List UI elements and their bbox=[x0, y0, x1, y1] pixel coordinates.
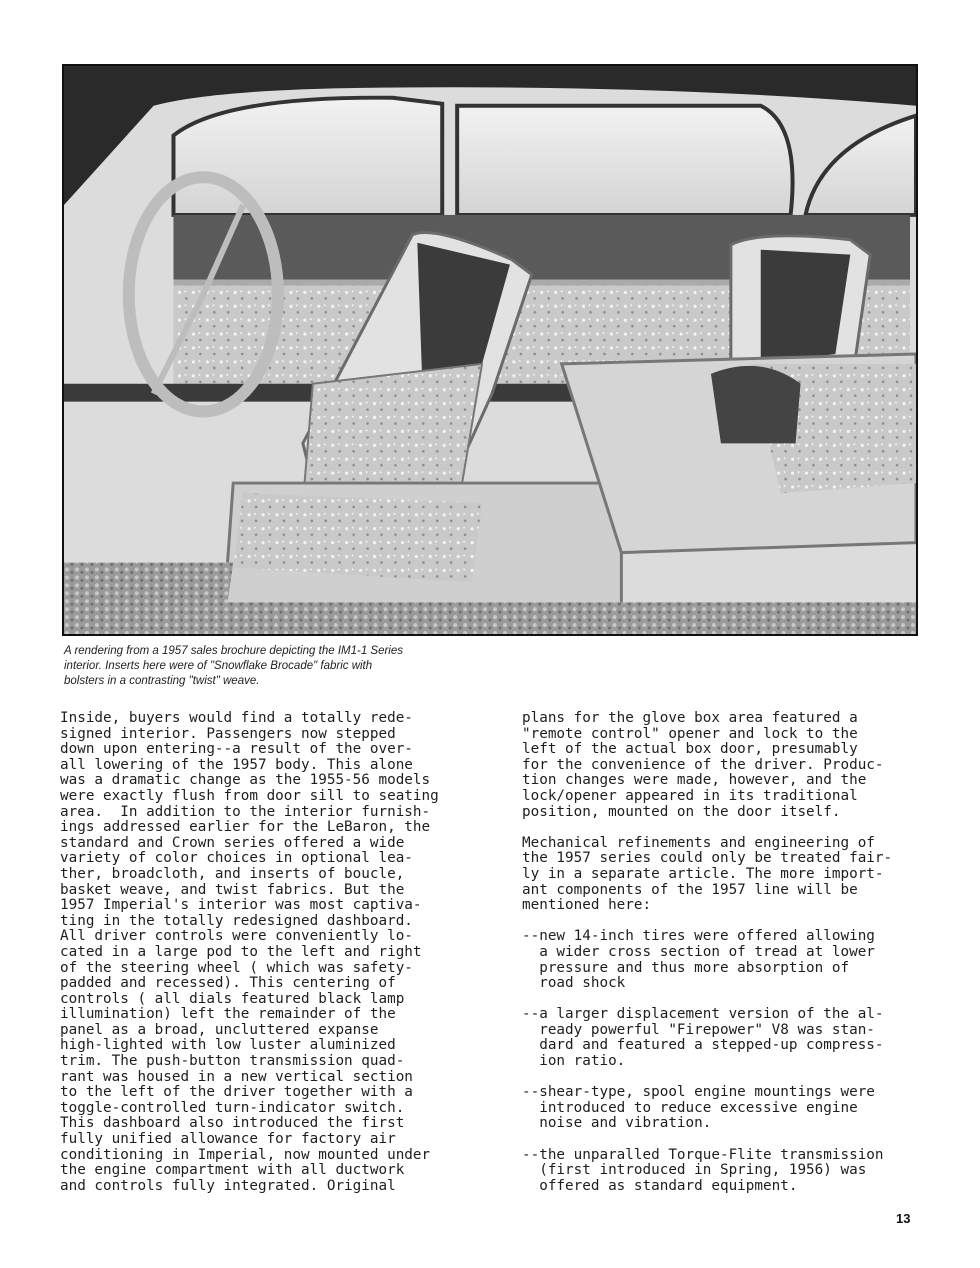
text-line: 1957 Imperial's interior was most captiva- bbox=[60, 897, 422, 914]
text-line: to the left of the driver together with a bbox=[60, 1084, 413, 1101]
text-line: of the steering wheel ( which was safety- bbox=[60, 959, 413, 976]
text-line: "remote control" opener and lock to the bbox=[522, 725, 858, 742]
mechanical-paragraph bbox=[522, 836, 922, 914]
text-line: position, mounted on the door itself. bbox=[522, 803, 841, 820]
bullet-transmission bbox=[522, 1148, 922, 1195]
text-line: --new 14-inch tires were offered allowing bbox=[522, 928, 875, 945]
caption-line: interior. Inserts here were of "Snowflake Brocade" fabric with bbox=[64, 660, 373, 672]
text-line: cated in a large pod to the left and right bbox=[60, 943, 422, 960]
text-line: --shear-type, spool engine mountings were bbox=[522, 1084, 875, 1101]
text-line: ther, broadcloth, and inserts of boucle, bbox=[60, 865, 405, 882]
text-line: area. In addition to the interior furnish- bbox=[60, 803, 431, 820]
text-line: toggle-controlled turn-indicator switch. bbox=[60, 1099, 405, 1116]
text-line: ant components of the 1957 line will be bbox=[522, 881, 858, 898]
text-line: --a larger displacement version of the al- bbox=[522, 1006, 884, 1023]
text-line: ready powerful "Firepower" V8 was stan- bbox=[522, 1021, 875, 1038]
text-line: down upon entering--a result of the over- bbox=[60, 741, 413, 758]
text-line: panel as a broad, uncluttered expanse bbox=[60, 1021, 379, 1038]
text-line: rant was housed in a new vertical section bbox=[60, 1068, 413, 1085]
text-line: for the convenience of the driver. Produc- bbox=[522, 756, 884, 773]
text-line: pressure and thus more absorption of bbox=[522, 959, 850, 976]
page-number: 13 bbox=[896, 1211, 911, 1226]
text-line: Inside, buyers would find a totally rede- bbox=[60, 710, 413, 726]
bullet-tires bbox=[522, 929, 922, 991]
text-line: were exactly flush from door sill to seating bbox=[60, 787, 439, 804]
text-line: variety of color choices in optional lea- bbox=[60, 850, 413, 867]
text-line: noise and vibration. bbox=[522, 1115, 712, 1132]
text-line: controls ( all dials featured black lamp bbox=[60, 990, 405, 1007]
text-line: trim. The push-button transmission quad- bbox=[60, 1053, 405, 1070]
text-line: basket weave, and twist fabrics. But the bbox=[60, 881, 405, 898]
right-text-column bbox=[522, 711, 922, 1210]
text-line: ly in a separate article. The more import- bbox=[522, 865, 884, 882]
text-line: mentioned here: bbox=[522, 897, 652, 914]
bullet-mountings bbox=[522, 1085, 922, 1132]
figure-caption bbox=[64, 644, 484, 689]
text-line: plans for the glove box area featured a bbox=[522, 710, 858, 726]
text-line: a wider cross section of tread at lower bbox=[522, 943, 875, 960]
text-line: conditioning in Imperial, now mounted under bbox=[60, 1146, 431, 1163]
caption-line: bolsters in a contrasting "twist" weave. bbox=[64, 675, 260, 687]
text-line: ting in the totally redesigned dashboard. bbox=[60, 912, 413, 929]
text-line: tion changes were made, however, and the bbox=[522, 772, 867, 789]
text-line: road shock bbox=[522, 975, 626, 992]
text-line: lock/opener appeared in its traditional bbox=[522, 787, 858, 804]
bullet-engine bbox=[522, 1007, 922, 1069]
text-line: Mechanical refinements and engineering of bbox=[522, 834, 875, 851]
interior-rendering-image bbox=[62, 64, 918, 636]
text-line: and controls fully integrated. Original bbox=[60, 1177, 396, 1194]
text-line: (first introduced in Spring, 1956) was bbox=[522, 1162, 867, 1179]
text-line: the 1957 series could only be treated fair- bbox=[522, 850, 893, 867]
text-line: the engine compartment with all ductwork bbox=[60, 1162, 405, 1179]
text-line: was a dramatic change as the 1955-56 models bbox=[60, 772, 431, 789]
text-line: illumination) left the remainder of the bbox=[60, 1006, 396, 1023]
text-line: All driver controls were conveniently lo- bbox=[60, 928, 413, 945]
text-line: fully unified allowance for factory air bbox=[60, 1131, 396, 1148]
caption-line: A rendering from a 1957 sales brochure depicting the IM1-1 Series bbox=[64, 645, 404, 657]
text-line: offered as standard equipment. bbox=[522, 1177, 798, 1194]
text-line: This dashboard also introduced the first bbox=[60, 1115, 405, 1132]
text-line: left of the actual box door, presumably bbox=[522, 741, 858, 758]
left-text-column bbox=[60, 711, 480, 1194]
text-line: padded and recessed). This centering of bbox=[60, 975, 396, 992]
text-line: signed interior. Passengers now stepped bbox=[60, 725, 396, 742]
text-line: dard and featured a stepped-up compress- bbox=[522, 1037, 884, 1054]
interior-illustration bbox=[64, 66, 916, 634]
text-line: ings addressed earlier for the LeBaron, the bbox=[60, 819, 431, 836]
text-line: --the unparalled Torque-Flite transmission bbox=[522, 1146, 884, 1163]
text-line: standard and Crown series offered a wide bbox=[60, 834, 405, 851]
text-line: all lowering of the 1957 body. This alone bbox=[60, 756, 413, 773]
text-line: ion ratio. bbox=[522, 1053, 626, 1070]
text-line: high-lighted with low luster aluminized bbox=[60, 1037, 396, 1054]
glove-box-paragraph bbox=[522, 711, 922, 820]
text-line: introduced to reduce excessive engine bbox=[522, 1099, 858, 1116]
